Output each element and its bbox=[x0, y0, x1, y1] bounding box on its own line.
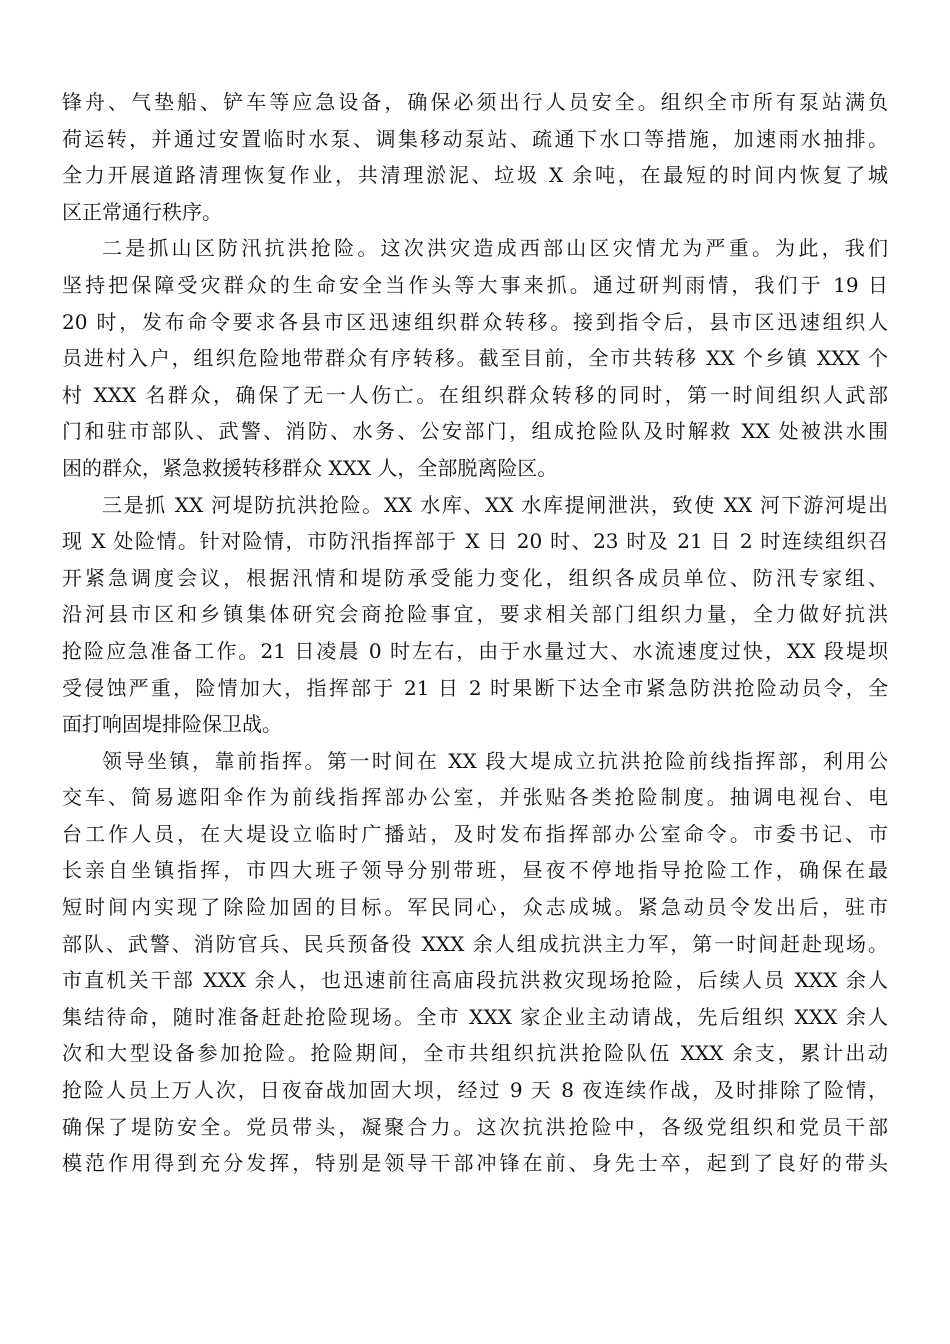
text-line: 现 X 处险情。针对险情，市防汛指挥部于 X 日 20 时、23 时及 21 日 2 时连续组织召 bbox=[62, 529, 888, 554]
text-line: 门和驻市部队、武警、消防、水务、公安部门，组成抢险队及时解救 XX 处被洪水围 bbox=[62, 419, 888, 444]
text-line: 市直机关干部 XXX 余人，也迅速前往高庙段抗洪救灾现场抢险，后续人员 XXX 余人 bbox=[62, 968, 888, 993]
body-text bbox=[62, 84, 888, 1182]
text-line: 长亲自坐镇指挥，市四大班子领导分别带班，昼夜不停地指导抢险工作，确保在最 bbox=[62, 858, 888, 883]
text-line: 台工作人员，在大堤设立临时广播站，及时发布指挥部办公室命令。市委书记、市 bbox=[62, 821, 888, 846]
text-line: 短时间内实现了除险加固的目标。军民同心，众志成城。紧急动员令发出后，驻市 bbox=[62, 895, 888, 920]
text-line: 受侵蚀严重，险情加大，指挥部于 21 日 2 时果断下达全市紧急防洪抢险动员令，全 bbox=[62, 675, 888, 700]
text-line: 三是抓 XX 河堤防抗洪抢险。XX 水库、XX 水库提闸泄洪，致使 XX 河下游河堤出 bbox=[102, 492, 888, 517]
text-line: 抢险人员上万人次，日夜奋战加固大坝，经过 9 天 8 夜连续作战，及时排除了险情， bbox=[62, 1078, 888, 1103]
text-line: 锋舟、气垫船、铲车等应急设备，确保必须出行人员安全。组织全市所有泵站满负 bbox=[62, 90, 888, 114]
text-line: 次和大型设备参加抢险。抢险期间，全市共组织抗洪抢险队伍 XXX 余支，累计出动 bbox=[62, 1041, 888, 1066]
text-line: 20 时，发布命令要求各县市区迅速组织群众转移。接到指令后，县市区迅速组织人 bbox=[62, 309, 888, 334]
text-line: 模范作用得到充分发挥，特别是领导干部冲锋在前、身先士卒，起到了良好的带头 bbox=[62, 1151, 888, 1176]
text-line: 开紧急调度会议，根据汛情和堤防承受能力变化，组织各成员单位、防汛专家组、 bbox=[62, 565, 888, 590]
text-line: 全力开展道路清理恢复作业，共清理淤泥、垃圾 X 余吨，在最短的时间内恢复了城 bbox=[62, 163, 888, 188]
text-line: 村 XXX 名群众，确保了无一人伤亡。在组织群众转移的同时，第一时间组织人武部 bbox=[62, 382, 888, 407]
text-line: 困的群众，紧急救援转移群众 XXX 人，全部脱离险区。 bbox=[62, 455, 558, 480]
text-line: 交车、简易遮阳伞作为前线指挥部办公室，并张贴各类抢险制度。抽调电视台、电 bbox=[62, 785, 888, 810]
text-line: 集结待命，随时准备赶赴抢险现场。全市 XXX 家企业主动请战，先后组织 XXX 余人 bbox=[62, 1004, 888, 1029]
text-line: 区正常通行秩序。 bbox=[62, 199, 222, 224]
text-line: 沿河县市区和乡镇集体研究会商抢险事宜，要求相关部门组织力量，全力做好抗洪 bbox=[62, 602, 888, 627]
text-line: 面打响固堤排险保卫战。 bbox=[62, 712, 282, 737]
text-line: 荷运转，并通过安置临时水泵、调集移动泵站、疏通下水口等措施，加速雨水抽排。 bbox=[62, 126, 888, 151]
text-line: 坚持把保障受灾群众的生命安全当作头等大事来抓。通过研判雨情，我们于 19 日 bbox=[62, 272, 888, 297]
text-line: 确保了堤防安全。党员带头，凝聚合力。这次抗洪抢险中，各级党组织和党员干部 bbox=[62, 1114, 888, 1139]
text-line: 抢险应急准备工作。21 日凌晨 0 时左右，由于水量过大、水流速度过快，XX 段堤坝 bbox=[62, 638, 888, 663]
text-line: 部队、武警、消防官兵、民兵预备役 XXX 余人组成抗洪主力军，第一时间赶赴现场。 bbox=[62, 931, 888, 956]
text-line: 领导坐镇，靠前指挥。第一时间在 XX 段大堤成立抗洪抢险前线指挥部，利用公 bbox=[102, 748, 888, 773]
text-line: 二是抓山区防汛抗洪抢险。这次洪灾造成西部山区灾情尤为严重。为此，我们 bbox=[102, 236, 888, 261]
text-line: 员进村入户，组织危险地带群众有序转移。截至目前，全市共转移 XX 个乡镇 XXX 个 bbox=[62, 346, 888, 371]
